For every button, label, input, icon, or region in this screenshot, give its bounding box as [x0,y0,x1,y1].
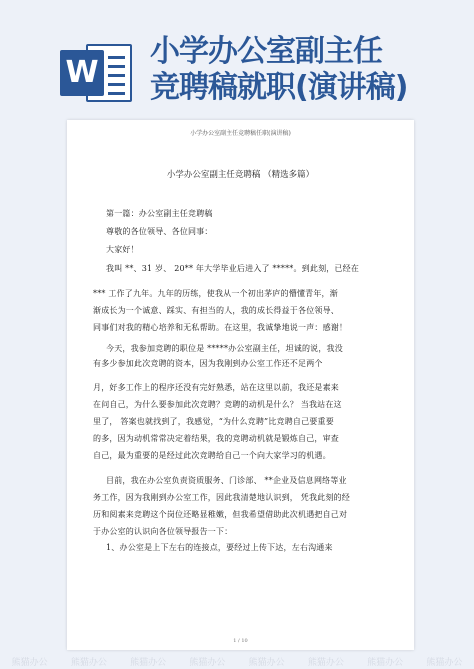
watermark-text: 熊猫办公 [426,658,463,668]
watermark-text: 熊猫办公 [130,658,167,668]
word-document-icon [60,40,136,106]
icon-line [108,65,125,68]
doc-line: 大家好！ [106,245,139,254]
watermark-text: 熊猫办公 [189,658,226,668]
page-title-line-1: 小学办公室副主任 [150,34,382,69]
doc-line: 月，好多工作上的程序还没有完好熟悉，站在这里以前，我还是素来 [93,383,339,392]
icon-line [108,92,125,95]
watermark-text: 熊猫办公 [70,658,107,668]
icon-line [108,56,125,59]
doc-line: 的多，因为动机常常决定着结果，我的竞聘动机就是锻炼自己，审查 [93,434,339,443]
doc-line: 有多少参加此次竞聘的资本，因为我刚到办公室工作还不足两个 [93,359,323,368]
word-letter-badge: W [60,50,104,96]
watermark-text: 熊猫办公 [307,658,344,668]
document-page [67,120,414,650]
doc-line: 目前，我在办公室负责资质服务、门诊部、 **企业及信息网络等业 [106,476,347,485]
watermark-text: 熊猫办公 [367,658,404,668]
document-title: 小学办公室副主任竞聘稿 （精选多篇） [166,170,315,180]
page-title-line-2: 竞聘稿就职(演讲稿) [150,70,408,105]
doc-line: 里了， 答案也就找到了，我感觉，“为什么竞聘”比竞聘自己要重要 [93,417,334,426]
doc-line: 于办公室的认识向各位领导报告一下： [93,527,233,536]
doc-line: 务工作，因为我刚到办公室工作，因此我清楚地认识到， 凭我此刻的经 [93,493,350,502]
doc-line: 今天，我参加竞聘的职位是 *****办公室副主任，坦诚的说，我没 [106,344,343,353]
doc-line: 渐成长为一个诚意、踩实、有担当的人，我的成长得益于各位领导、 [93,306,339,315]
doc-line: 在问自己，为什么要参加此次竞聘？竞聘的动机是什么？ 当我站在这 [93,400,342,409]
doc-line: 尊敬的各位领导、各位同事： [106,227,213,236]
watermark-text: 熊猫办公 [11,658,48,668]
icon-line [108,83,125,86]
icon-line [108,74,125,77]
doc-line: 1、办公室是上下左右的连接点，要经过上传下达，左右沟通来 [106,543,333,552]
doc-line: *** 工作了九年。九年的历练，使我从一个初出茅庐的懵懂青年，渐 [93,289,338,298]
page-number: 1 / 10 [233,638,248,644]
doc-line: 同事们对我的精心培养和无私帮助。在这里，我诚挚地说一声：感谢！ [93,323,348,332]
watermark-text: 熊猫办公 [248,658,285,668]
doc-line: 历和阅素来竞聘这个岗位还略显稚嫩，但我希望借助此次机遇把自己对 [93,510,348,519]
doc-line: 第一篇：办公室副主任竞聘稿 [106,209,213,218]
running-head: 小学办公室副主任竞聘稿任职(演讲稿) [190,130,291,137]
watermark-band [0,654,474,669]
doc-line: 自己，最为重要的是经过此次竞聘给自己一个向大家学习的机遇。 [93,451,331,460]
doc-line: 我叫 **、31 岁、 20** 年大学毕业后进入了 *****。到此刻，已经在 [106,264,360,273]
page-title [150,34,460,106]
